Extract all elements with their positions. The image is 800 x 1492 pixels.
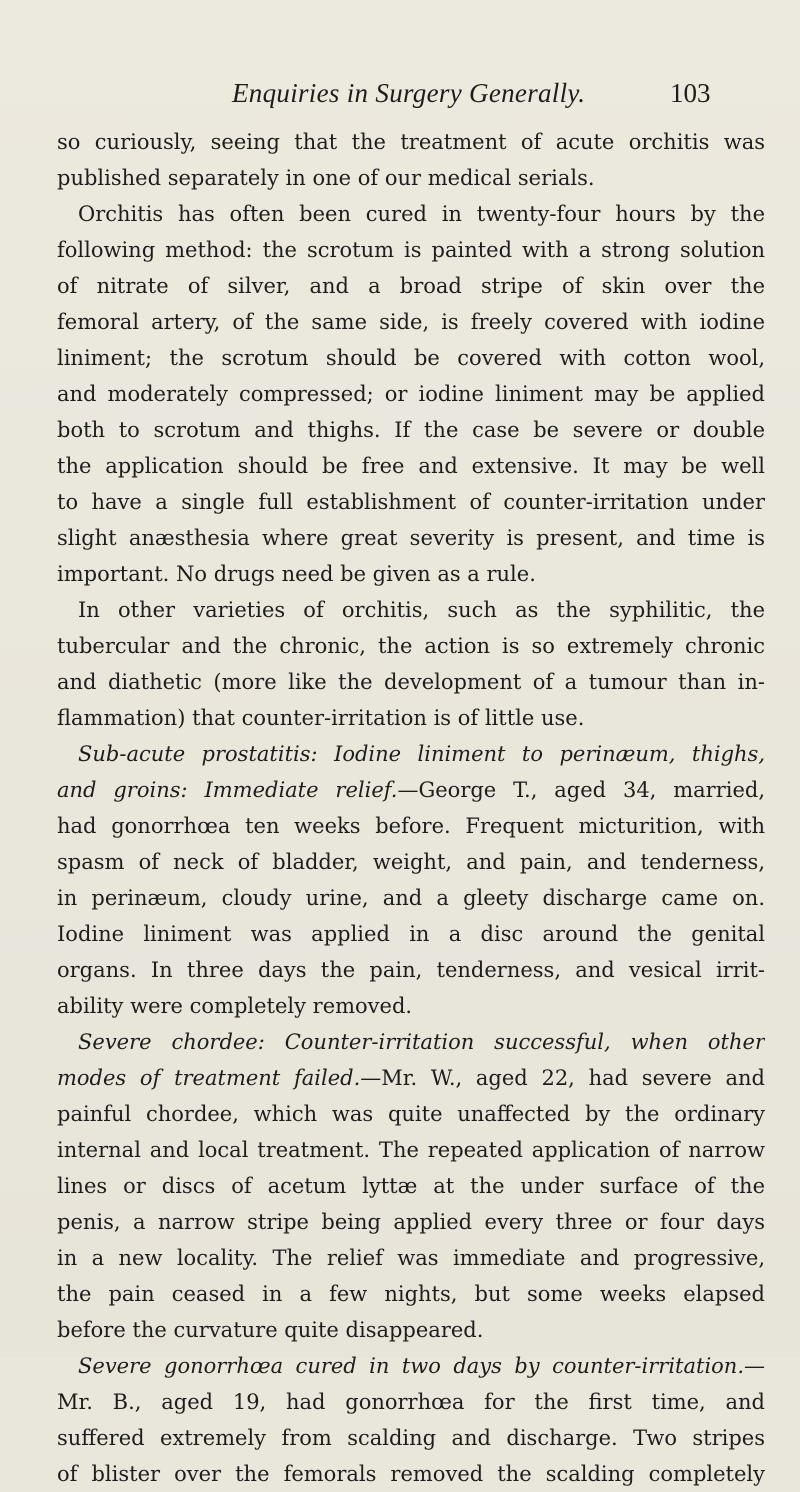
text-line: both to scrotum and thighs. If the case be severe or double — [57, 418, 765, 442]
text-line — [57, 1060, 765, 1096]
text-line: published separately in one of our medical serials. — [57, 166, 595, 190]
running-title: Enquiries in Surgery Generally. — [232, 78, 586, 108]
text-line: internal and local treatment. The repeated application of narrow — [57, 1138, 765, 1162]
text-line: of blister over the femorals removed the scalding completely — [57, 1462, 765, 1486]
text-line: the application should be free and extensive. It may be well — [57, 454, 765, 478]
text-line: tubercular and the chronic, the action is so extremely chronic — [57, 634, 765, 658]
text-line: In other varieties of orchitis, such as the syphilitic, the — [78, 598, 765, 622]
text-line: following method: the scrotum is painted with a strong solution — [57, 238, 765, 262]
text-line: the pain ceased in a few nights, but some weeks elapsed — [57, 1282, 765, 1306]
running-head — [0, 78, 800, 118]
text-fragment: —Mr. W., aged 22, had severe and — [360, 1066, 765, 1090]
text-fragment: —George T., aged 34, married, — [397, 778, 765, 802]
text-line: and diathetic (more like the development of a tumour than in- — [57, 670, 765, 694]
page-number: 103 — [670, 78, 711, 108]
text-line: spasm of neck of bladder, weight, and pain, and tenderness, — [57, 850, 765, 874]
text-fragment: — — [744, 1354, 765, 1378]
case-heading-fragment: and groins: Immediate relief. — [57, 778, 398, 802]
text-line — [57, 772, 765, 808]
text-line: in a new locality. The relief was immediate and progressive, — [57, 1246, 765, 1270]
case-heading-line: Sub-acute prostatitis: Iodine liniment to perinæum, thighs, — [78, 742, 765, 766]
text-line: liniment; the scrotum should be covered with cotton wool, — [57, 346, 765, 370]
case-heading-fragment: modes of treatment failed. — [57, 1066, 361, 1090]
text-line: Mr. B., aged 19, had gonorrhœa for the first time, and — [57, 1390, 765, 1414]
text-line: suffered extremely from scalding and discharge. Two stripes — [57, 1426, 765, 1450]
text-line: penis, a narrow stripe being applied every three or four days — [57, 1210, 765, 1234]
case-heading-line: Severe chordee: Counter-irritation successful, when other — [78, 1030, 765, 1054]
text-line: femoral artery, of the same side, is freely covered with iodine — [57, 310, 765, 334]
text-line: ability were completely removed. — [57, 994, 413, 1018]
text-line: before the curvature quite disappeared. — [57, 1318, 484, 1342]
text-line: and moderately compressed; or iodine liniment may be applied — [57, 382, 765, 406]
text-line — [57, 1348, 765, 1384]
case-heading-fragment: Severe gonorrhœa cured in two days by counter-irritation. — [78, 1354, 744, 1378]
text-line: to have a single full establishment of counter-irritation under — [57, 490, 765, 514]
text-line: painful chordee, which was quite unaffected by the ordinary — [57, 1102, 765, 1126]
text-line: in perinæum, cloudy urine, and a gleety discharge came on. — [57, 886, 765, 910]
text-line: important. No drugs need be given as a rule. — [57, 562, 536, 586]
text-line: flammation) that counter-irritation is of little use. — [57, 706, 585, 730]
text-line: had gonorrhœa ten weeks before. Frequent micturition, with — [57, 814, 765, 838]
text-line: so curiously, seeing that the treatment of acute orchitis was — [57, 130, 765, 154]
text-line: slight anæsthesia where great severity is present, and time is — [57, 526, 765, 550]
text-line: of nitrate of silver, and a broad stripe of skin over the — [57, 274, 765, 298]
text-line: organs. In three days the pain, tenderness, and vesical irrit- — [57, 958, 765, 982]
text-line: lines or discs of acetum lyttæ at the under surface of the — [57, 1174, 765, 1198]
body-text — [57, 124, 765, 1492]
text-line: Iodine liniment was applied in a disc around the genital — [57, 922, 765, 946]
text-line: Orchitis has often been cured in twenty-four hours by the — [78, 202, 765, 226]
